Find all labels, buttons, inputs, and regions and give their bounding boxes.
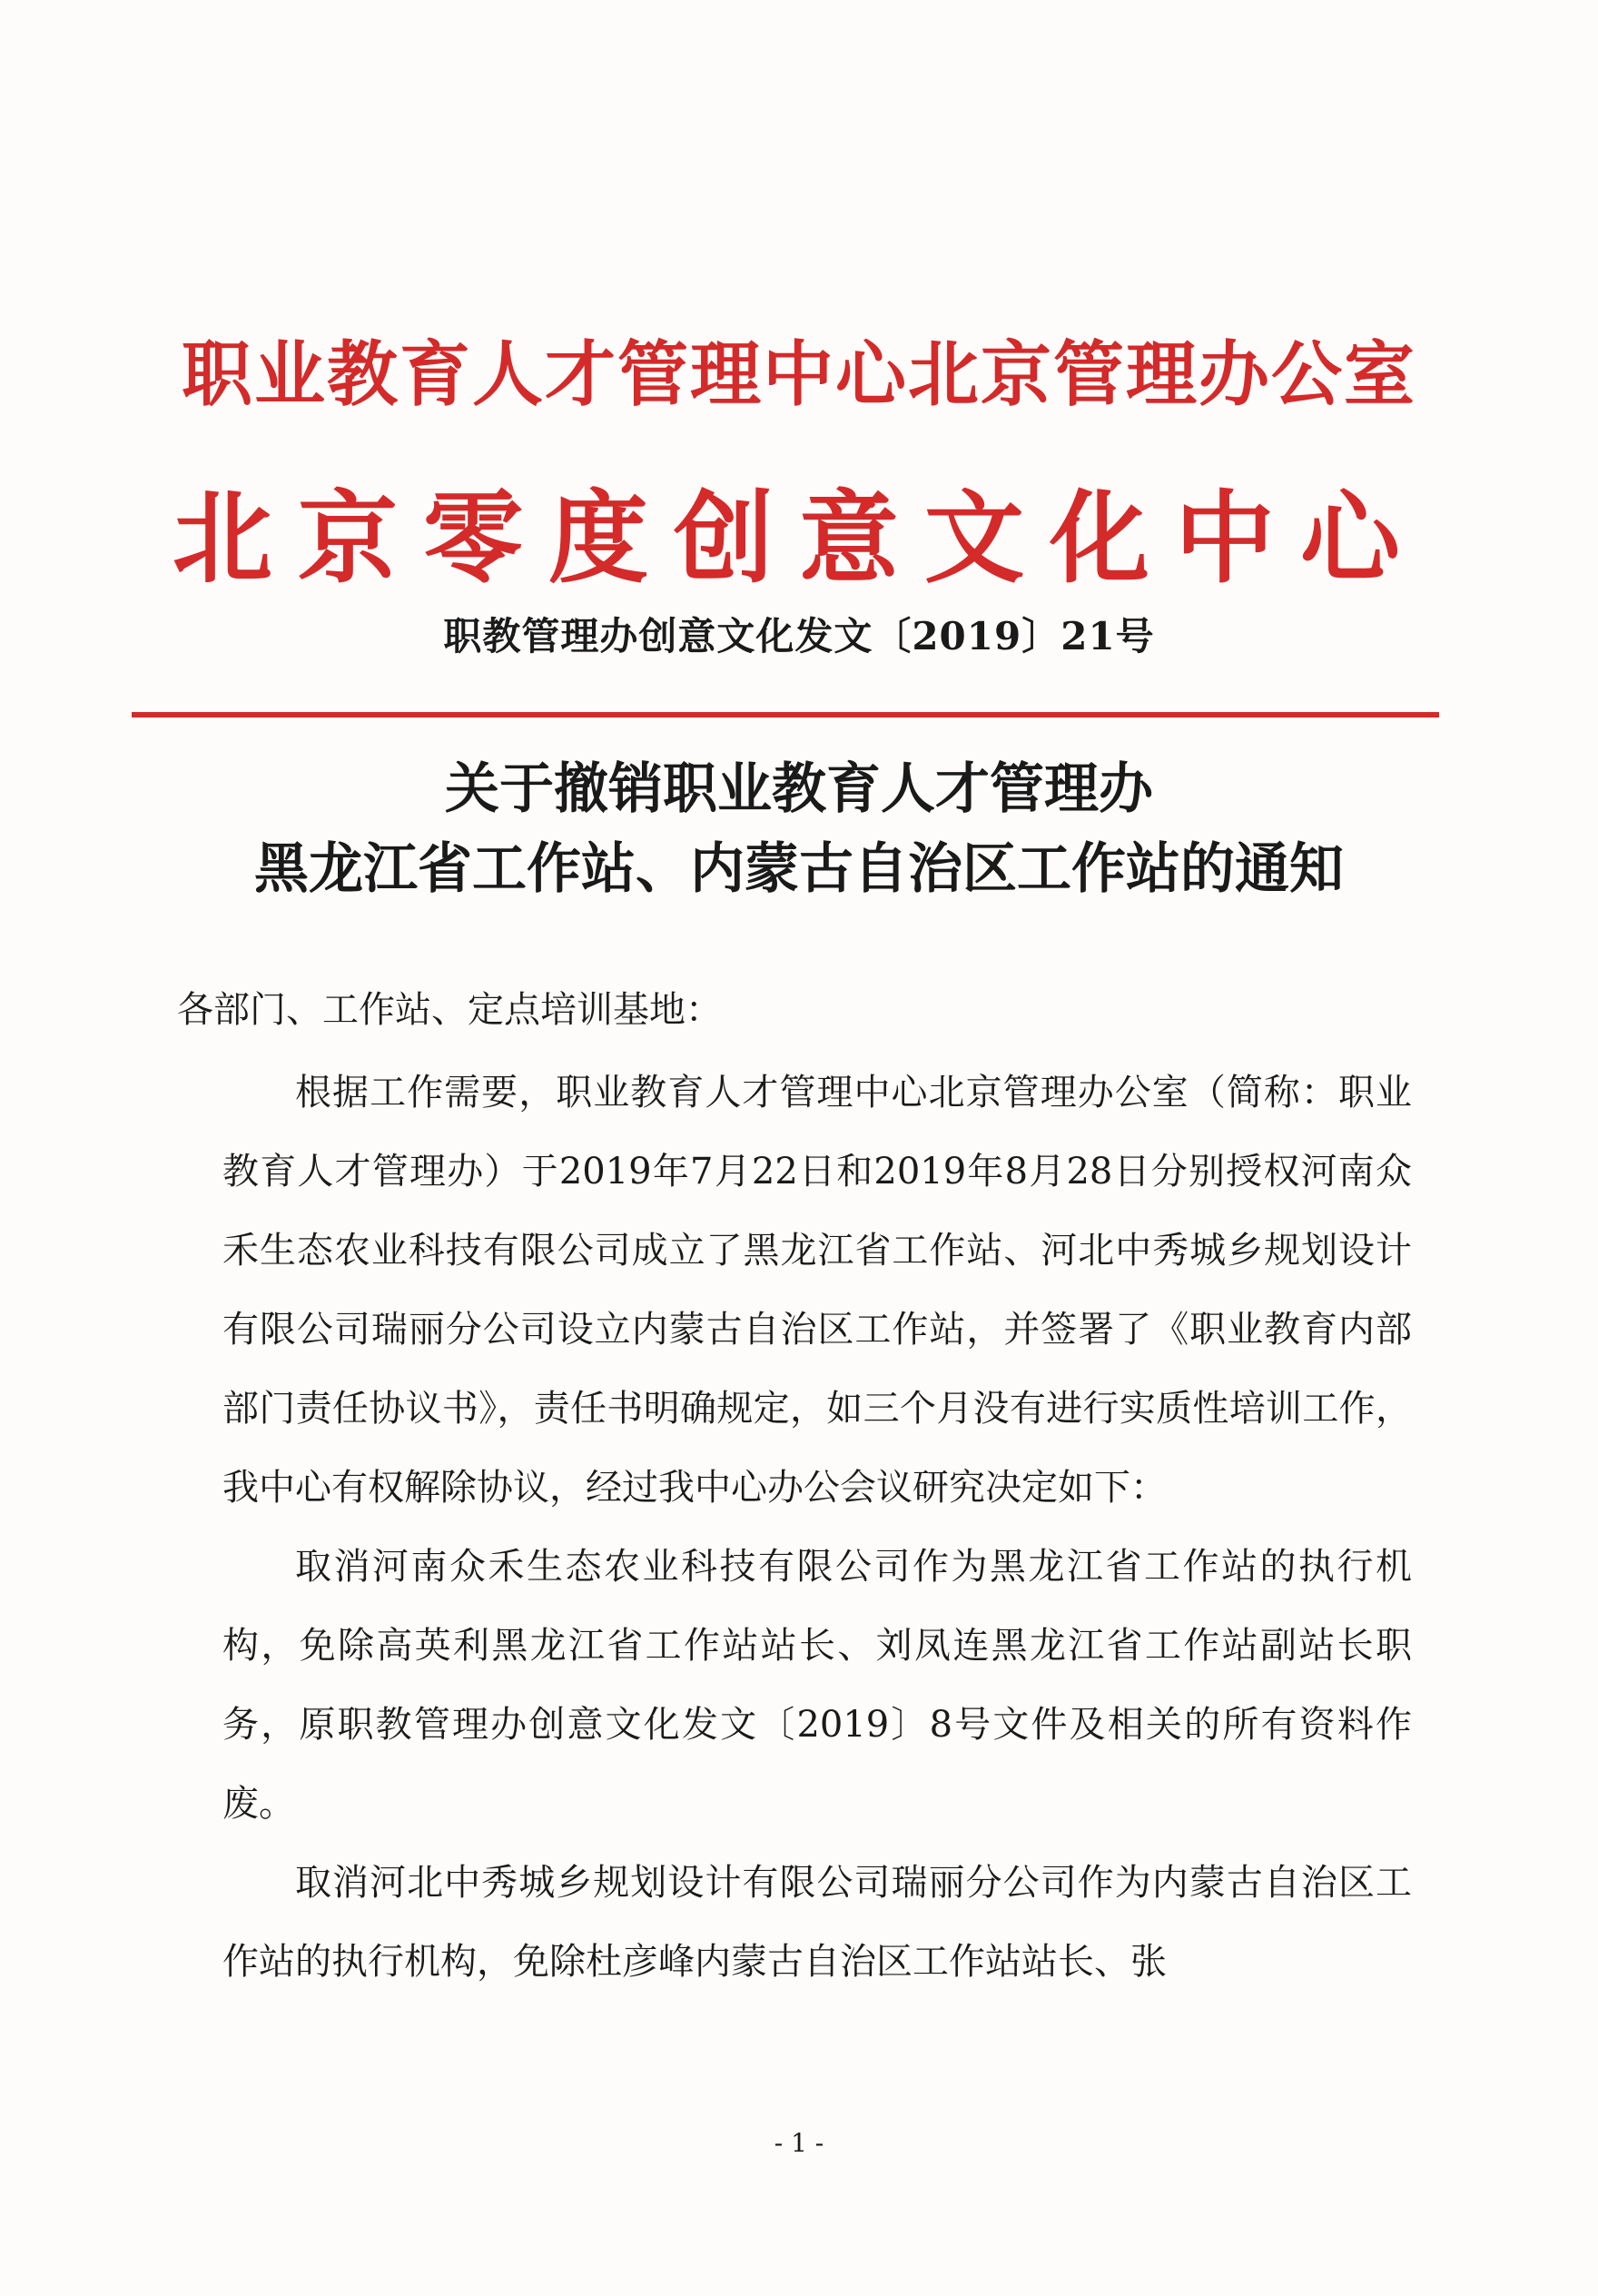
salutation: 各部门、工作站、定点培训基地： — [177, 989, 722, 1031]
issuing-org-2: 北京零度创意文化中心 — [173, 480, 1425, 597]
issuing-org-1: 职业教育人才管理中心北京管理办公室 — [181, 334, 1416, 416]
paragraph: 取消河北中秀城乡规划设计有限公司瑞丽分公司作为内蒙古自治区工作站的执行机构，免除杜彦峰内蒙古自治区工作站站长、张 — [222, 1862, 1412, 1983]
red-divider — [132, 712, 1439, 718]
body-text — [222, 1054, 1412, 2002]
document-title — [163, 749, 1435, 909]
paragraph: 根据工作需要，职业教育人才管理中心北京管理办公室（简称：职业教育人才管理办）于2019年7月22日和2019年8月28日分别授权河南众禾生态农业科技有限公司成立了黑龙江省工作站、河北中秀城乡规划设计有限公司瑞丽分公司设立内蒙古自治区工作站，并签署了《职业教育内部部门责任协议书》，责任书明确规定，如三个月没有进行实质性培训工作，我中心有权解除协议，经过我中心办公会议研究决定如下： — [222, 1072, 1412, 1509]
title-line-2: 黑龙江省工作站、内蒙古自治区工作站的通知 — [254, 837, 1344, 901]
page-number: - 1 - — [774, 2128, 824, 2158]
document-number: 职教管理办创意文化发文〔2019〕21号 — [443, 614, 1155, 658]
title-line-1: 关于撤销职业教育人才管理办 — [445, 757, 1153, 821]
paragraph: 取消河南众禾生态农业科技有限公司作为黑龙江省工作站的执行机构，免除高英利黑龙江省工作站站长、刘凤连黑龙江省工作站副站长职务，原职教管理办创意文化发文〔2019〕8号文件及相关的所有资料作废。 — [222, 1546, 1412, 1825]
